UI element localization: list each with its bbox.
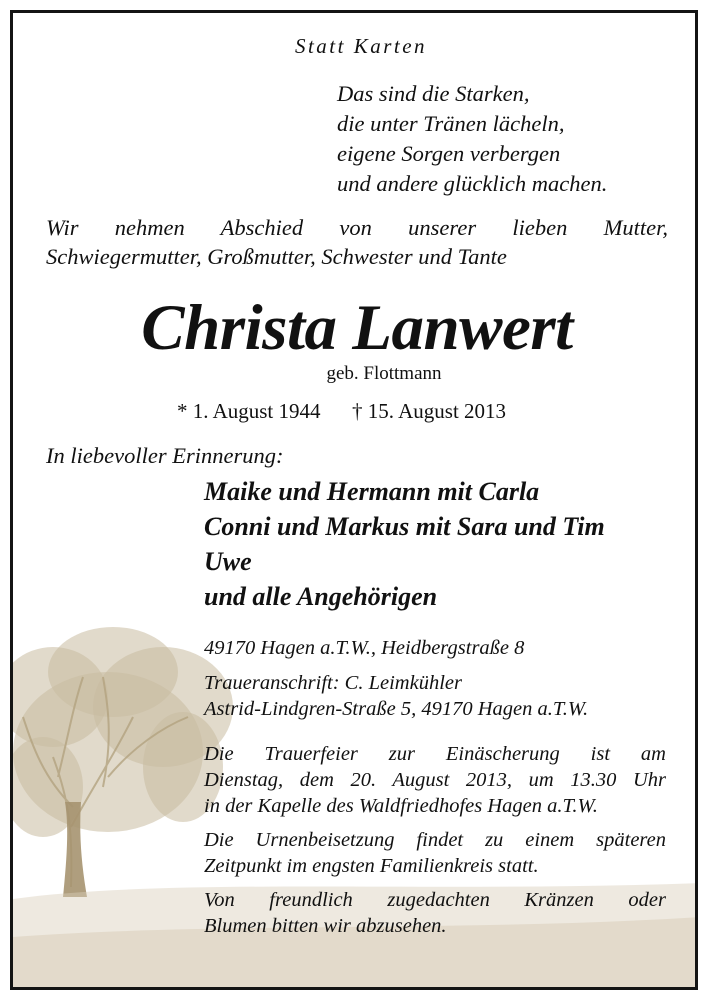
family-line: Conni und Markus mit Sara und Tim — [204, 512, 605, 541]
poem-line: Das sind die Starken, — [337, 81, 530, 106]
mourning-address — [204, 670, 588, 722]
ceremony-line: Dienstag, dem 20. August 2013, um 13.30 Uhr — [204, 769, 666, 791]
family-line: Maike und Hermann mit Carla — [204, 477, 540, 506]
farewell-intro — [46, 213, 668, 271]
poem-line: die unter Tränen lächeln, — [337, 111, 565, 136]
flowers-line: Von freundlich zugedachten Kränzen oder — [204, 889, 666, 911]
notice-header: Statt Karten — [294, 34, 428, 58]
remembrance-line: In liebevoller Erinnerung: — [46, 443, 284, 468]
home-address: 49170 Hagen a.T.W., Heidbergstraße 8 — [204, 637, 525, 659]
family-line: Uwe — [204, 547, 252, 576]
family-list — [204, 474, 605, 614]
burial-line: Zeitpunkt im engsten Familienkreis statt. — [204, 855, 539, 877]
birth-date: * 1. August 1944 — [177, 399, 321, 423]
family-line: und alle Angehörigen — [204, 582, 438, 611]
death-date: † 15. August 2013 — [352, 399, 507, 423]
poem — [337, 79, 607, 199]
life-dates — [177, 399, 506, 424]
poem-line: eigene Sorgen verbergen — [337, 141, 561, 166]
intro-line: Schwiegermutter, Großmutter, Schwester und Tante — [46, 244, 507, 269]
ceremony-line: in der Kapelle des Waldfriedhofes Hagen a.T.W. — [204, 795, 598, 817]
ceremony-line: Die Trauerfeier zur Einäscherung ist am — [204, 743, 666, 765]
deceased-name: Christa Lanwert — [141, 292, 573, 364]
burial-line: Die Urnenbeisetzung findet zu einem späteren — [204, 829, 666, 851]
ceremony-info — [204, 741, 666, 819]
mourning-address-line: Traueranschrift: C. Leimkühler — [204, 672, 462, 694]
flowers-line: Blumen bitten wir abzusehen. — [204, 915, 447, 937]
burial-info — [204, 827, 666, 879]
mourning-address-line: Astrid-Lindgren-Straße 5, 49170 Hagen a.T.W. — [204, 698, 589, 720]
poem-line: und andere glücklich machen. — [337, 171, 608, 196]
flowers-request — [204, 887, 666, 939]
obituary-notice — [10, 10, 698, 990]
intro-line: Wir nehmen Abschied von unserer lieben Mutter, — [46, 215, 668, 240]
maiden-name: geb. Flottmann — [326, 363, 442, 384]
